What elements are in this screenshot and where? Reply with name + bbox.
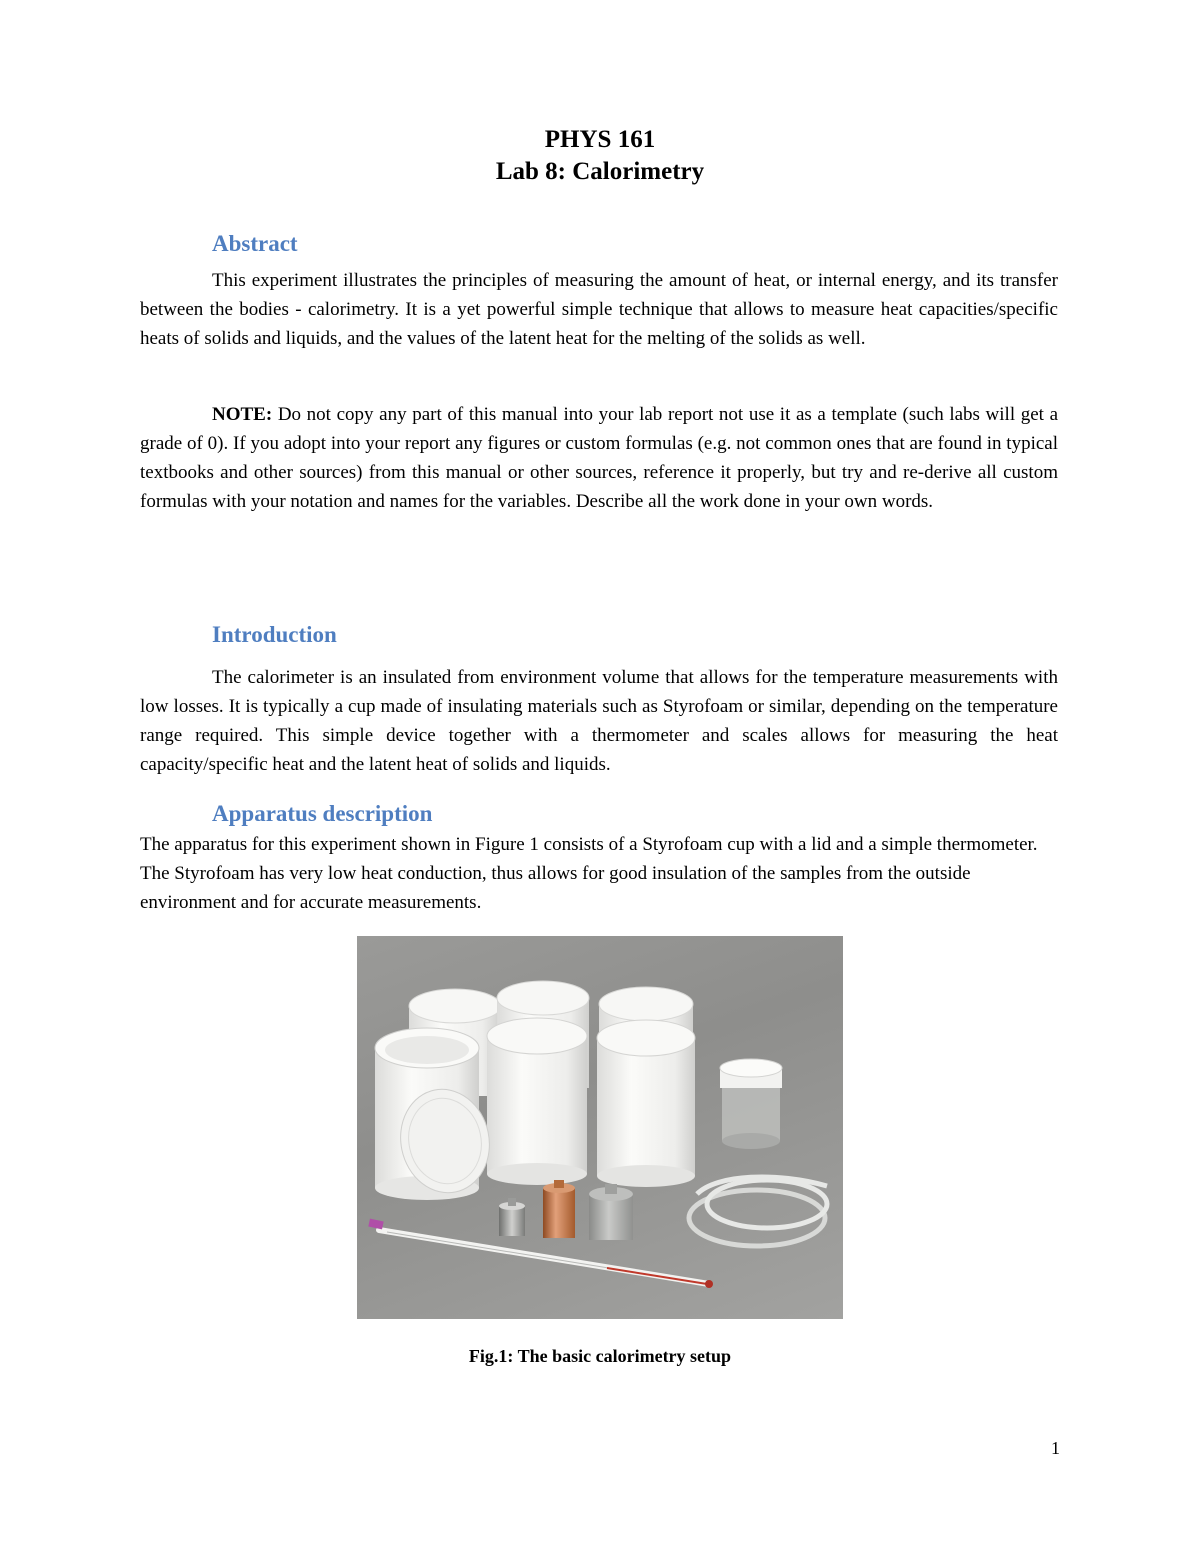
figure-caption: Fig.1: The basic calorimetry setup (468, 1346, 732, 1366)
introduction-text: The calorimeter is an insulated from environment volume that allows for the temperature measurements with low losses. It is typically a cup made of insulating materials such as Styrofoam or similar, depending on the temperature range required. This simple device together with a thermometer and scales allows for measuring the heat capacity/specific heat and the latent heat of solids and liquids. (140, 667, 1058, 775)
copper-sample (543, 1180, 575, 1238)
apparatus-text: The apparatus for this experiment shown in Figure 1 consists of a Styrofoam cup with a lid and a simple thermometer. The Styrofoam has very low heat conduction, thus allows for good insulation of the samples from the outside environment and for accurate measurements. (140, 834, 1038, 913)
photo-illustration (357, 936, 843, 1319)
course-code: PHYS 161 (544, 126, 656, 153)
note-paragraph (140, 400, 1058, 516)
abstract-text: This experiment illustrates the principles of measuring the amount of heat, or internal energy, and its transfer between the bodies - calorimetry. It is a yet powerful simple technique that allows to measure heat capacities/specific heats of solids and liquids, and the values of the latent heat for the melting of the solids as well. (140, 270, 1058, 349)
abstract-heading: Abstract (212, 231, 298, 256)
silicone-tubing (689, 1177, 827, 1246)
apparatus-paragraph (140, 830, 1058, 917)
cup-front-right (597, 1020, 695, 1187)
page-number: 1 (1051, 1438, 1060, 1458)
abstract-paragraph (140, 266, 1058, 353)
aluminum-sample (589, 1184, 633, 1240)
note-label: NOTE: (212, 404, 273, 425)
steel-sample (499, 1198, 525, 1236)
title-block (0, 124, 1200, 188)
calorimetry-setup-photo (357, 936, 843, 1319)
introduction-paragraph (140, 663, 1058, 779)
introduction-heading: Introduction (212, 622, 337, 647)
thermometer (368, 1219, 713, 1288)
note-text: Do not copy any part of this manual into your lab report not use it as a template (such labs will get a grade of 0). If you adopt into your report any figures or custom formulas (e.g. not common ones that are found in typical textbooks and other sources) from this manual or other sources, reference it properly, but try and re-derive all custom formulas with your notation and names for the variables. Describe all the work done in your own words. (140, 404, 1059, 512)
clear-vial (720, 1059, 782, 1149)
lab-title: Lab 8: Calorimetry (495, 158, 705, 185)
apparatus-heading: Apparatus description (212, 801, 433, 826)
cup-front-middle (487, 1018, 587, 1185)
